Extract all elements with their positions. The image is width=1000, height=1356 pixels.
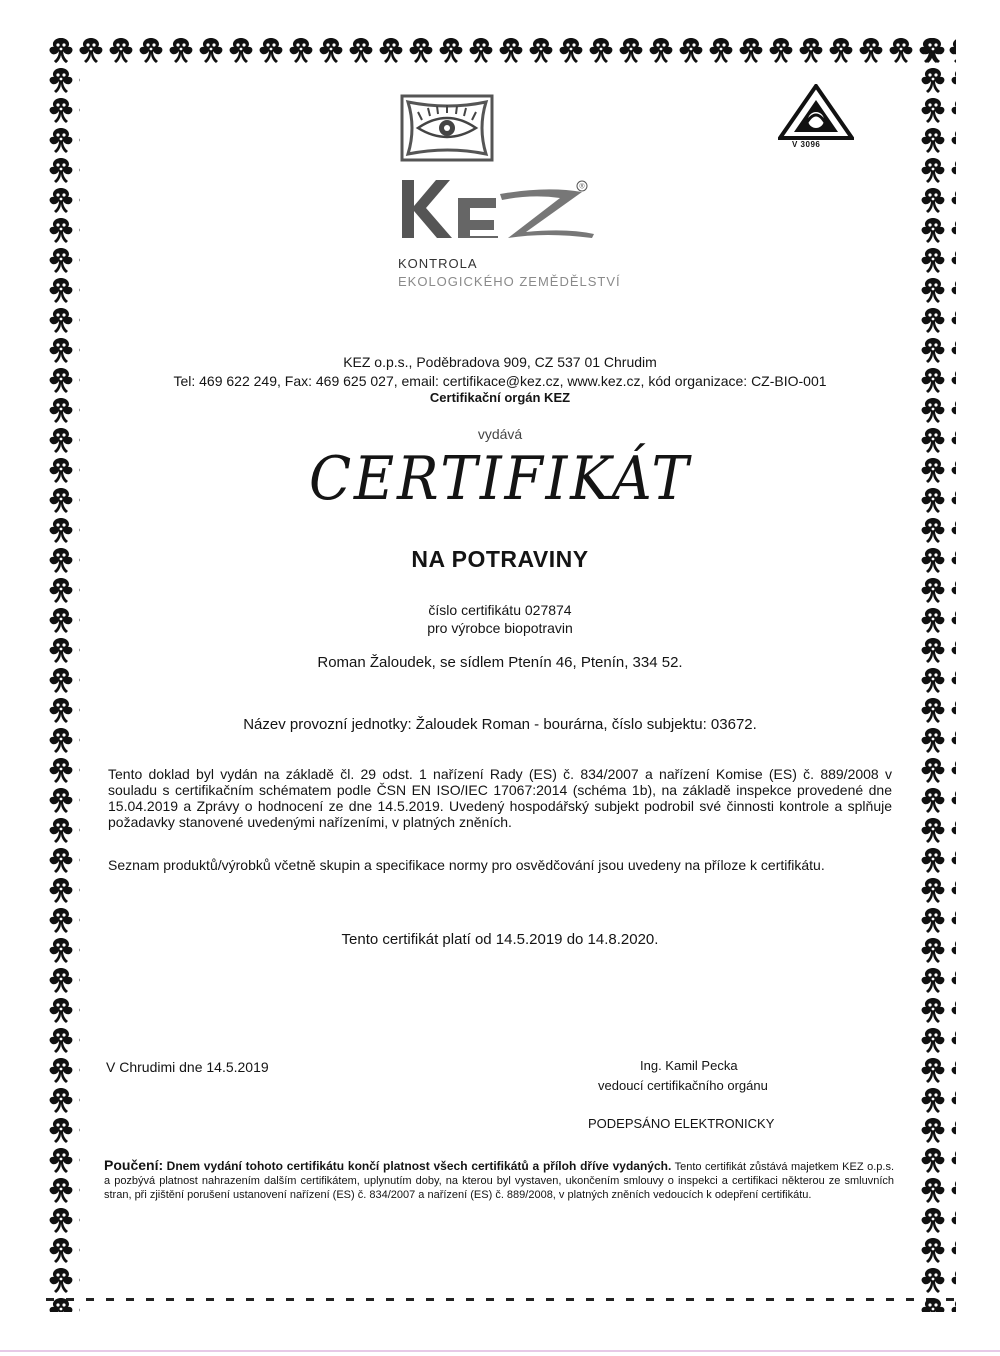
- certificate-holder: Roman Žaloudek, se sídlem Ptenín 46, Ptenín, 334 52.: [317, 654, 683, 671]
- logo-line-kontrola: KONTROLA: [398, 256, 478, 271]
- notice-lead: Poučení:: [104, 1157, 164, 1173]
- electronic-signature: PODEPSÁNO ELEKTRONICKY: [588, 1116, 775, 1131]
- ornamental-border-bottom: [46, 1288, 956, 1312]
- certificate-title: CERTIFIKÁT: [308, 444, 692, 514]
- issuer-body: Certifikační orgán KEZ: [429, 390, 571, 405]
- signatory-name: Ing. Kamil Pecka: [640, 1058, 738, 1073]
- certificate-subtitle: NA POTRAVINY: [411, 546, 589, 572]
- issues-word: vydává: [477, 426, 523, 442]
- legal-basis-paragraph: Tento doklad byl vydán na základě čl. 29 odst. 1 nařízení Rady (ES) č. 834/2007 a nařízení Komise (ES) č. 889/2008 v souladu s certifikačním schématem podle ČSN EN ISO/IEC 17067:2014 (schéma 1b), na základě inspekce provedené dne 15.04.2019 a Zprávy o hodnocení ze dne 14.5.2019. Uvedený hospodářský subjekt podrobil své činnosti kontrole a splňuje požadavky stanovené uvedenými nařízeními, v platných zněních.: [108, 766, 892, 830]
- validity-period: Tento certifikát platí od 14.5.2019 do 14.8.2020.: [341, 931, 659, 948]
- certificate-number: číslo certifikátu 027874: [428, 602, 572, 618]
- page-edge-line: [0, 1350, 1000, 1352]
- ornamental-border-right: [918, 36, 956, 1312]
- product-list-paragraph: Seznam produktů/výrobků včetně skupin a specifikace normy pro osvědčování jsou uvedeny na příloze k certifikátu.: [108, 857, 825, 873]
- notice-paragraph: [104, 1158, 894, 1202]
- issuer-address: KEZ o.p.s., Poděbradova 909, CZ 537 01 Chrudim: [343, 354, 657, 370]
- certificate-for: pro výrobce biopotravin: [427, 620, 573, 636]
- eye-emblem-icon: [402, 96, 492, 160]
- logo-line-ekologickeho: EKOLOGICKÉHO ZEMĚDĚLSTVÍ: [398, 274, 621, 289]
- operating-unit: Název provozní jednotky: Žaloudek Roman - bourárna, číslo subjektu: 03672.: [243, 716, 757, 733]
- ornamental-border-top: [46, 36, 956, 68]
- place-and-date: V Chrudimi dne 14.5.2019: [106, 1059, 269, 1075]
- notice-bold: Dnem vydání tohoto certifikátu končí platnost všech certifikátů a příloh dříve vydaných.: [166, 1159, 672, 1173]
- notice-text: Tento certifikát zůstává majetkem KEZ o.p.s. a pozbývá platnost nahrazením dalším certifikátem, uplynutím doby, na kterou byl vystaven, ukončením smlouvy o inspekci a certifikaci některou ze smluvních stran, při zjištění porušení ustanovení nařízení (ES) č. 834/2007 a nařízení (ES) č. 889/2008, v platných zněních vedoucích k odepření certifikátu.: [104, 1161, 895, 1201]
- ornamental-border-left: [46, 36, 80, 1312]
- signatory-role: vedoucí certifikačního orgánu: [598, 1078, 768, 1093]
- registered-mark: [577, 181, 587, 191]
- svg-text:®: ®: [579, 183, 585, 191]
- accreditation-number: V 3096: [792, 140, 821, 149]
- kez-letters: [402, 180, 594, 238]
- kez-logo: [396, 94, 636, 244]
- issuer-contacts: Tel: 469 622 249, Fax: 469 625 027, email: certifikace@kez.cz, www.kez.cz, kód organizace: CZ-BIO-001: [173, 373, 827, 389]
